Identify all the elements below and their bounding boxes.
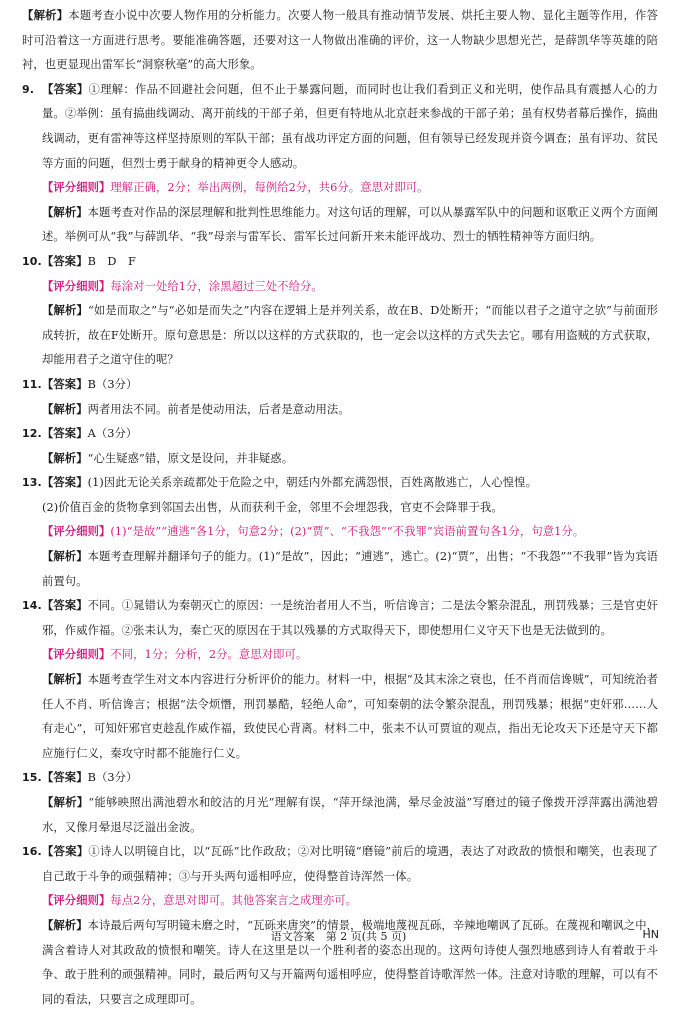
section-label: 【评分细则】	[42, 648, 111, 662]
paragraph-text: 每点2分，意思对即可。其他答案言之成理亦可。	[110, 894, 358, 908]
paragraph	[42, 373, 658, 398]
section-label: 【评分细则】	[42, 181, 111, 195]
paragraph-body	[42, 791, 658, 840]
paragraph	[42, 471, 658, 496]
paragraph-text: 本诗最后两句写明镜未磨之时，“瓦砾来唐突”的情景，极端地蔑视瓦砾，辛辣地嘲讽了瓦砾。在蔑视和嘲讽之中，满含着诗人对其政敌的愤恨和嘲笑。诗人在这里是以一个胜利者的姿态出现的。这两句诗使人强烈地感到诗人有着敢于斗争、敢于胜利的顽强精神。同时，最后两句又与开篇两句遥相呼应，使得整首诗歌浑然一体。注意对诗歌的理解，可以有不同的看法，只要言之成理即可。	[42, 918, 658, 1006]
paragraph-body	[42, 299, 658, 373]
section-label: 【解析】	[42, 550, 88, 564]
question-block	[22, 373, 658, 422]
question-number: 16.	[22, 845, 42, 859]
question-number: 15.	[22, 771, 42, 785]
paragraph-row	[22, 594, 658, 643]
paragraph-row	[22, 889, 658, 914]
paragraph-body	[42, 422, 658, 447]
section-label: 【答案】	[42, 599, 88, 613]
paragraph-row	[22, 201, 658, 250]
paragraph	[42, 766, 658, 791]
paragraph-text: A（3分）	[87, 427, 138, 441]
question-block	[22, 250, 658, 373]
page-footer	[0, 928, 677, 948]
section-label: 【答案】	[42, 845, 89, 859]
paragraph-text: 本题考查学生对文本内容进行分析评价的能力。材料一中，根据“及其末涂之衰也，任不肖而信谗贼”，可知统治者任人不肖、听信谗言；根据“法令烦憯，刑罚暴酷，轻绝人命”，可知秦朝的法令繁杂混乱，刑罚残暴；根据“吏奸邪……人有走心”，可知奸邪官吏趁乱作威作福，致使民心背离。材料二中，张耒不认可贾谊的观点，指出无论攻天下还是守天下都应施行仁义，秦攻守时都不能施行仁义。	[42, 673, 658, 760]
question-number: 9.	[22, 82, 35, 96]
paragraph	[42, 422, 658, 447]
paragraph	[42, 889, 658, 914]
paragraph-text: 本题考查对作品的深层理解和批判性思维能力。对这句话的理解，可以从暴露军队中的问题和讴歌正义两个方面阐述。举例可从“我”与薛凯华、“我”母亲与雷军长、雷军长过问新开来未能评战功、烈士的牺牲精神等方面归纳。	[42, 205, 658, 244]
paragraph-row	[22, 643, 658, 668]
paragraph-body	[42, 78, 658, 176]
paragraph-body	[42, 668, 658, 766]
section-label: 【解析】	[42, 451, 88, 465]
paragraph	[42, 398, 658, 423]
paragraph-text: 每涂对一处给1分，涂黑超过三处不给分。	[110, 279, 323, 293]
section-label: 【答案】	[42, 771, 88, 785]
paragraph	[42, 520, 658, 545]
paragraph-body	[42, 250, 658, 275]
paragraph-body	[42, 275, 658, 300]
paragraph-body	[42, 545, 658, 594]
paragraph	[42, 643, 658, 668]
paragraph-row	[22, 471, 658, 496]
paragraph	[42, 496, 658, 521]
paragraph-row	[22, 250, 658, 275]
analysis-block	[22, 4, 658, 78]
section-label: 【答案】	[42, 476, 88, 490]
paragraph-row	[22, 496, 658, 521]
paragraph	[42, 176, 658, 201]
paragraph	[42, 594, 658, 643]
paragraph-body	[42, 201, 658, 250]
section-label: 【答案】	[42, 82, 89, 96]
paragraph-text: (1)因此无论关系亲疏都处于危险之中，朝廷内外都充满怨恨，百姓离散逃亡，人心惶惶。	[87, 476, 537, 490]
paragraph-row	[22, 398, 658, 423]
paragraph-text: ①理解：作品不回避社会问题，但不止于暴露问题，而同时也让我们看到正义和光明，使作品具有震撼人心的力量。②举例：虽有搞曲线调动、离开前线的干部子弟，但更有特地从北京赶来参战的干部子弟；虽有权势者幕后操作，搞曲线调动，更有雷神等这样坚持原则的军队干部；虽有战功评定方面的问题，但有领导已经发现并资今调查；虽有评功、贫民等方面的问题，但烈士勇于献身的精神更令人感动。	[42, 82, 659, 170]
paragraph-text: 不同，1分；分析，2分。意思对即可。	[110, 648, 308, 662]
paragraph-body	[22, 4, 658, 78]
paragraph-body	[42, 471, 658, 496]
paragraph-row	[22, 791, 658, 840]
paragraph-body	[42, 447, 658, 472]
section-label: 【答案】	[42, 427, 88, 441]
paragraph-row	[22, 668, 658, 766]
paragraph	[42, 275, 658, 300]
paragraph-body	[42, 594, 658, 643]
paragraph-row	[22, 422, 658, 447]
page-number: 语文答案 第 2 页(共 5 页)	[270, 930, 407, 943]
paragraph-row	[22, 78, 658, 176]
paragraph	[42, 250, 658, 275]
section-label: 【答案】	[42, 377, 88, 391]
paragraph-body	[42, 176, 658, 201]
paragraph-text: “能够映照出满池碧水和皎洁的月光”理解有误，“萍开绿池满，晕尽金波溢”写磨过的镜子像拨开浮萍露出满池碧水，又像月晕退尽泛溢出金波。	[42, 796, 658, 834]
paragraph-row	[22, 176, 658, 201]
section-label: 【解析】	[42, 673, 88, 687]
paragraph-row	[22, 545, 658, 594]
section-label: 【解析】	[42, 402, 88, 416]
paragraph-body	[42, 373, 658, 398]
section-label: 【解析】	[42, 796, 89, 809]
paragraph	[22, 4, 658, 78]
paragraph-text: (1)“是故”“逋逃”各1分，句意2分；(2)“贾”、“不我怨”“不我罪”宾语前置句各1分，句意1分。	[110, 525, 585, 539]
paragraph-row	[22, 299, 658, 373]
section-label: 【答案】	[42, 254, 88, 268]
paragraph-row	[22, 4, 658, 78]
paragraph-text: (2)价值百金的货物拿到邻国去出售，从而获利千金，邻里不会埋怨我，官吏不会降罪于我。	[42, 500, 503, 514]
paragraph-body	[42, 520, 658, 545]
section-label: 【解析】	[42, 918, 88, 932]
paragraph	[42, 668, 658, 766]
paragraph-text: B（3分）	[87, 771, 138, 785]
answer-page	[22, 4, 658, 1012]
paragraph-body	[42, 840, 658, 889]
paragraph-text: 本题考查理解并翻译句子的能力。(1)“是故”，因此；“逋逃”，逃亡。(2)“贾”，出售；“不我怨”“不我罪”皆为宾语前置句。	[42, 550, 659, 588]
question-number: 12.	[22, 427, 42, 441]
paragraph-row	[22, 447, 658, 472]
paragraph	[42, 791, 658, 840]
paragraph-row	[22, 373, 658, 398]
question-number: 10.	[22, 254, 42, 268]
question-block	[22, 78, 658, 250]
question-block	[22, 594, 658, 766]
paragraph-text: ①诗人以明镜自比，以“瓦砾”比作政敌；②对比明镜“磨镜”前后的境遇，表达了对政敌的愤恨和嘲笑，也表现了自己敢于斗争的顽强精神；③与开头两句遥相呼应，使得整首诗浑然一体。	[42, 845, 658, 883]
question-number: 13.	[22, 476, 42, 490]
question-block	[22, 766, 658, 840]
paragraph-row	[22, 766, 658, 791]
paragraph-body	[42, 766, 658, 791]
region-code: HN	[642, 928, 659, 941]
paragraph-row	[22, 840, 658, 889]
question-block	[22, 471, 658, 594]
paragraph-text: B D F	[87, 254, 136, 268]
section-label: 【评分细则】	[42, 525, 111, 539]
paragraph	[42, 201, 658, 250]
question-number: 11.	[22, 377, 42, 391]
paragraph	[42, 840, 658, 889]
paragraph	[42, 299, 658, 373]
paragraph-text: “如是而取之”与“必如是而失之”内容在逻辑上是并列关系，故在B、D处断开；“而能以君子之道守之欤”与前面形成转折，故在F处断开。原句意思是：所以以这样的方式获取的，也一定会以这样的方式失去它。哪有用盗贼的方式获取，却能用君子之道守住的呢？	[42, 304, 658, 367]
paragraph-text: B（3分）	[87, 377, 138, 391]
paragraph-body	[42, 889, 658, 914]
question-number: 14.	[22, 599, 42, 613]
section-label: 【解析】	[42, 205, 88, 219]
paragraph-text: 本题考查小说中次要人物作用的分析能力。次要人物一般具有推动情节发展、烘托主要人物、显化主题等作用，作答时可沿着这一方面进行思考。要能准确答题，还要对这一人物做出准确的评价，这一人物缺少思想光芒，是薛凯华等英雄的陪衬，也更显现出雷军长“洞察秋毫”的高大形象。	[22, 9, 659, 72]
paragraph-text: “心生疑惑”错，原文是设问，并非疑惑。	[87, 451, 294, 465]
question-block	[22, 840, 658, 1012]
paragraph-body	[42, 398, 658, 423]
paragraph-body	[42, 496, 658, 521]
paragraph-text: 两者用法不同。前者是使动用法，后者是意动用法。	[87, 402, 350, 416]
section-label: 【评分细则】	[42, 279, 111, 293]
paragraph	[42, 545, 658, 594]
paragraph	[42, 78, 658, 176]
paragraph-row	[22, 520, 658, 545]
section-label: 【评分细则】	[42, 894, 111, 908]
question-block	[22, 422, 658, 471]
paragraph-text: 不同。①晁错认为秦朝灭亡的原因：一是统治者用人不当，听信谗言；二是法令繁杂混乱，刑罚残暴；三是官吏奸邪，作威作福。②张耒认为，秦亡灭的原因在于其以残暴的方式取得天下，即使想用仁义守天下也是无法做到的。	[42, 599, 658, 637]
paragraph	[42, 447, 658, 472]
paragraph-body	[42, 643, 658, 668]
section-label: 【解析】	[42, 304, 88, 318]
section-label: 【解析】	[22, 9, 69, 22]
paragraph-text: 理解正确，2分；举出两例，每例给2分，共6分。意思对即可。	[110, 181, 429, 195]
paragraph-row	[22, 275, 658, 300]
